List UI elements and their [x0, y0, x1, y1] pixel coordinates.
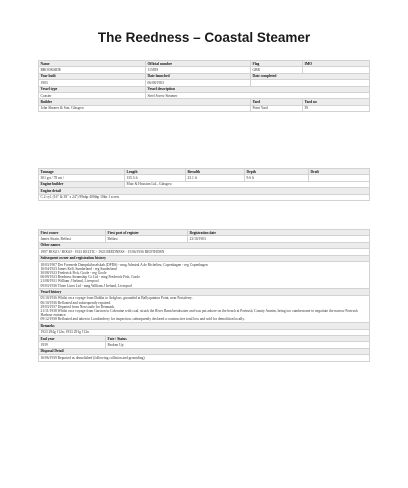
- name-header: Name: [39, 61, 146, 67]
- vessel-history-header: Vessel history: [39, 289, 370, 295]
- yard-no-value: 39: [303, 105, 370, 111]
- builder-header: Builder: [39, 99, 251, 105]
- end-year-value: 1939: [39, 342, 106, 348]
- vessel-type-header: Vessel type: [39, 86, 146, 92]
- value-row: [39, 261, 370, 288]
- depth-value: 9.6 ft: [245, 175, 309, 181]
- page-title: The Reedness – Coastal Steamer: [97, 30, 311, 45]
- fate-value: Broken Up: [106, 342, 370, 348]
- vessel-type-value: Coaster: [39, 92, 146, 98]
- engine-builder-header: Engine builder: [39, 181, 125, 187]
- engine-detail-value: C.2 cyl. (16" & 38" x 24") 99nhp 400ihp 10kn 1 screw: [39, 194, 370, 200]
- first-port-value: Belfast: [106, 236, 188, 242]
- disposal-value: 16/06/1939 Reported as demolished (following collision and grounding): [39, 355, 370, 361]
- list-item: 21/11/1938 Whilst on a voyage from Garston to Coleraine with coal, struck the River Bann breakwater and was put ashore on the beach at Portrush, County Antrim, being too cumbersome to negotiate the narrow Portrush Harbour entrance.: [40, 308, 358, 318]
- length-value: 135.3 ft: [125, 175, 186, 181]
- vessel-history-list: [39, 295, 370, 322]
- list-item: 21/08/1931 William J Ireland, Liverpool: [40, 279, 99, 284]
- yard-no-header: Yard no: [303, 99, 370, 105]
- draft-header: Draft: [309, 169, 370, 175]
- list-item: 05/10/1936 Whilst on a voyage from Dublin to Ardglass, grounded at Ballyquinton Point, near Portaferry.: [40, 296, 193, 301]
- value-row: [39, 194, 370, 200]
- vessel-description-value: Steel Screw Steamer: [146, 92, 370, 98]
- list-item: 09/03/1936 Three Lines Ltd - mng William J Ireland, Liverpool: [40, 283, 133, 288]
- builder-value: John Shearer & Son, Glasgow: [39, 105, 251, 111]
- date-launched-header: Date launched: [146, 73, 251, 79]
- dimensions-table: [38, 168, 370, 201]
- subsequent-owners-list: [39, 261, 370, 288]
- subsequent-owners-header: Subsequent owner and registration history: [39, 255, 370, 261]
- breadth-value: 23.1 ft: [186, 175, 245, 181]
- other-names-header: Other names: [39, 242, 370, 248]
- remarks-value: 1923 294g 112n; 1933 291g 112n: [39, 329, 370, 335]
- official-number-header: Official number: [146, 61, 251, 67]
- list-item: 30/08/1923 Frederick Fish, Goole - reg Goole: [40, 270, 107, 275]
- imo-header: IMO: [303, 61, 370, 67]
- history-table: [38, 229, 370, 362]
- list-item: 06/10/1936 Refloated and subsequently repaired.: [40, 300, 112, 305]
- first-owner-header: First owner: [39, 230, 106, 236]
- yard-header: Yard: [251, 99, 303, 105]
- engine-builder-value: Muir & Houston Ltd., Glasgow: [125, 181, 370, 187]
- end-year-header: End year: [39, 335, 106, 341]
- list-item: 09/12/1938 Refloated and taken to Londonderry for inspection, subsequently declared a constructive total loss and sold for demolition locally.: [40, 317, 245, 322]
- registration-date-header: Registration date: [188, 230, 370, 236]
- disposal-header: Disposal Detail: [39, 348, 370, 354]
- first-port-header: First port of register: [106, 230, 188, 236]
- date-completed-header: Date completed: [251, 73, 370, 79]
- vessel-identity-table: [38, 60, 370, 112]
- flag-header: Flag: [251, 61, 303, 67]
- engine-detail-header: Engine detail: [39, 188, 370, 194]
- first-owner-value: James Strain, Belfast: [39, 236, 106, 242]
- yard-value: Point Yard: [251, 105, 303, 111]
- flag-value: GBR: [251, 67, 303, 73]
- depth-header: Depth: [245, 169, 309, 175]
- vessel-description-header: Vessel description: [146, 86, 370, 92]
- remarks-header: Remarks: [39, 323, 370, 329]
- list-item: 18/03/1907 Det Forenede Dampskibsselskab (DFDS) - mng Admiral A de Richelieu, Copenhagen - reg Copenhagen: [40, 262, 208, 267]
- value-row: [39, 105, 370, 111]
- official-number-value: 115839: [146, 67, 251, 73]
- year-built-header: Year built: [39, 73, 146, 79]
- tonnage-header: Tonnage: [39, 169, 125, 175]
- year-built-value: 1903: [39, 80, 146, 86]
- date-launched-value: 06/08/1903: [146, 80, 251, 86]
- list-item: 16/04/1923 James Kell, Sunderland - reg Sunderland: [40, 266, 117, 271]
- other-names-value: 1907 BOGO / BOGØ - 1923 KELTIC - 1923 REEDNESS - 15/06/1936 REDTHORN: [39, 249, 370, 255]
- registration-date-value: 23/10/1903: [188, 236, 370, 242]
- tonnage-value: 301 grt / 78 nrt /: [39, 175, 125, 181]
- fate-header: Fate / Status: [106, 335, 370, 341]
- name-value: BROOKSIDE: [39, 67, 146, 73]
- value-row: [39, 295, 370, 322]
- list-item: 29/03/1937 Departed from Newcastle for Denmark.: [40, 304, 115, 309]
- length-header: Length: [125, 169, 186, 175]
- value-row: [39, 355, 370, 361]
- list-item: 06/09/1923 Reedness Steamship Co Ltd - mng Frederick Fish, Goole: [40, 275, 140, 280]
- breadth-header: Breadth: [186, 169, 245, 175]
